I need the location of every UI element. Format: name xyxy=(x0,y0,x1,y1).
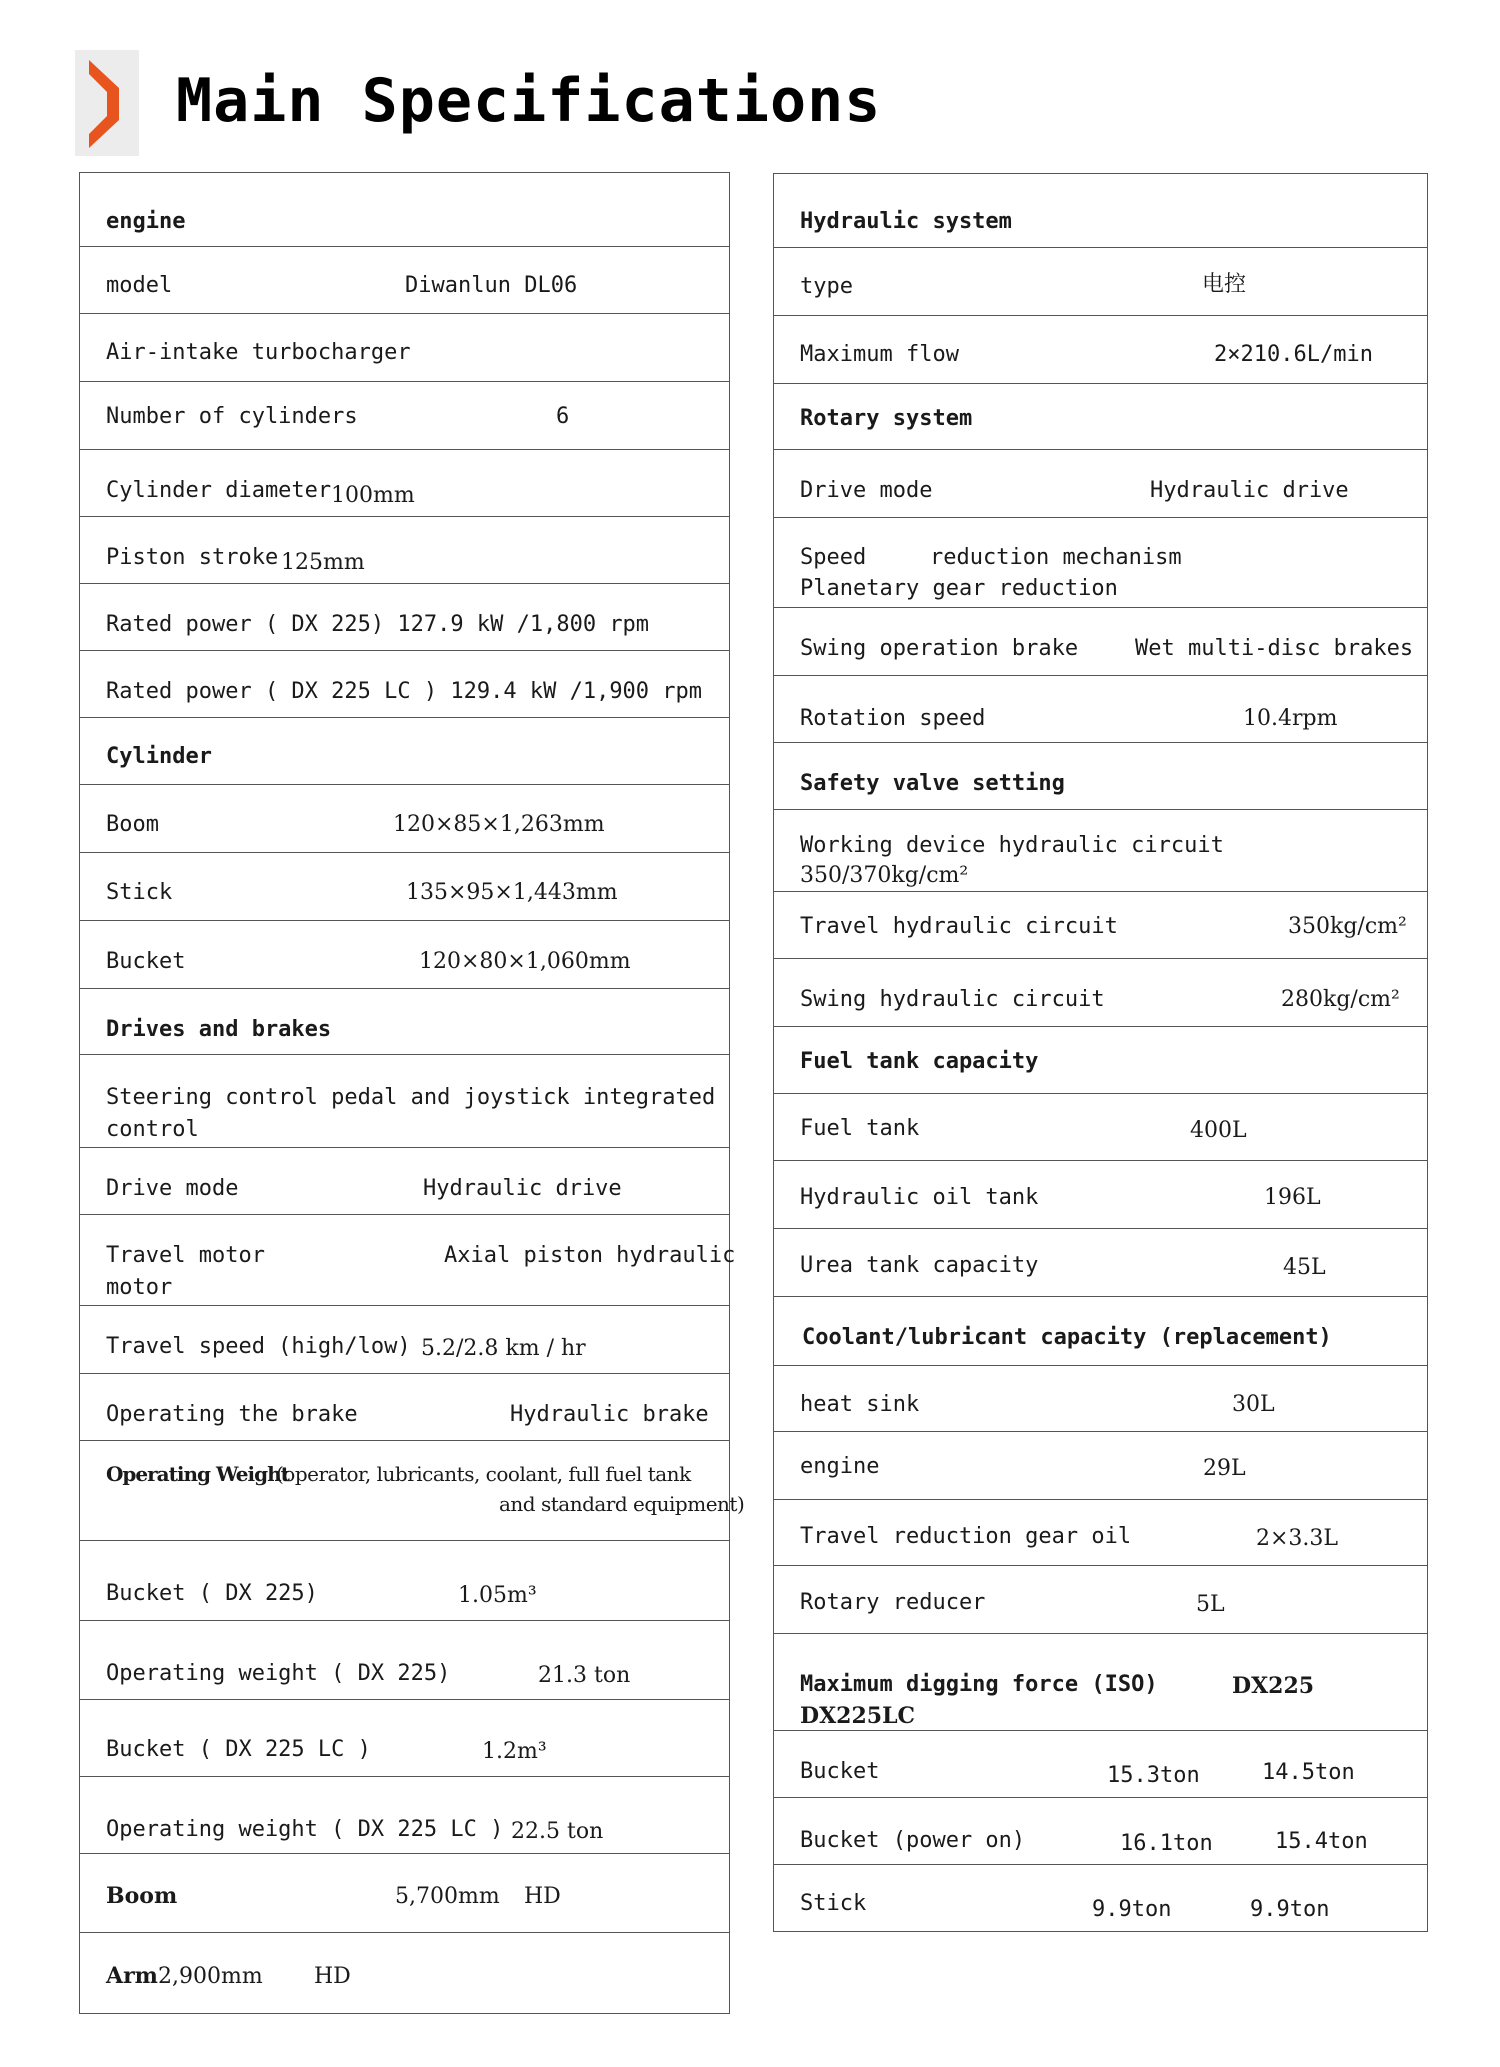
row-value-grade: HD xyxy=(524,1884,561,1909)
row-label: Stick xyxy=(800,1891,867,1916)
row-label: Rotation speed xyxy=(800,706,986,731)
table-row xyxy=(774,608,1427,676)
row-value: 15.4ton xyxy=(1275,1829,1368,1854)
row-label: Boom xyxy=(106,812,159,837)
table-row xyxy=(774,1297,1427,1366)
section-header: Arm xyxy=(106,1963,158,1989)
row-value: 1.2m³ xyxy=(482,1739,547,1764)
row-note-continued: and standard equipment) xyxy=(499,1492,745,1516)
table-row xyxy=(80,1374,729,1441)
row-value: 350/370kg/cm² xyxy=(800,863,969,888)
table-row xyxy=(774,174,1427,248)
table-row xyxy=(774,248,1427,316)
row-label-continued: Planetary gear reduction xyxy=(800,576,1118,601)
table-row xyxy=(774,1161,1427,1229)
table-row xyxy=(80,1700,729,1777)
table-row xyxy=(774,1500,1427,1566)
row-value: 5,700mm xyxy=(395,1884,500,1909)
row-label: Swing hydraulic circuit xyxy=(800,987,1105,1012)
table-row xyxy=(774,1027,1427,1094)
row-label: heat sink xyxy=(800,1392,920,1417)
row-value: 电控 xyxy=(1202,272,1247,297)
row-value: 120×80×1,060mm xyxy=(419,949,631,974)
section-header: Coolant/lubricant capacity (replacement) xyxy=(802,1325,1332,1350)
table-row xyxy=(774,892,1427,959)
section-header: Safety valve setting xyxy=(800,771,1065,796)
table-row xyxy=(774,1094,1427,1161)
row-label: Steering control pedal and joystick integrated xyxy=(106,1085,716,1110)
column-header: DX225LC xyxy=(800,1703,916,1729)
row-value: 196L xyxy=(1264,1185,1321,1210)
table-row xyxy=(774,1634,1427,1731)
row-label: Rated power ( DX 225) 127.9 kW /1,800 rpm xyxy=(106,612,650,637)
row-label: Bucket xyxy=(800,1759,880,1784)
section-header: Maximum digging force (ISO) xyxy=(800,1672,1158,1697)
row-label: Hydraulic oil tank xyxy=(800,1185,1039,1210)
row-value: 15.3ton xyxy=(1107,1763,1200,1788)
table-row xyxy=(774,1366,1427,1432)
table-row xyxy=(80,989,729,1055)
table-row xyxy=(774,1566,1427,1634)
page-title: Main Specifications xyxy=(176,66,882,136)
row-value: 14.5ton xyxy=(1262,1760,1355,1785)
row-value: Axial piston hydraulic xyxy=(444,1243,736,1268)
table-row xyxy=(774,676,1427,743)
row-value: 280kg/cm² xyxy=(1281,987,1400,1012)
row-label: Speed xyxy=(800,545,867,570)
table-row xyxy=(80,517,729,584)
table-row xyxy=(80,785,729,853)
table-row xyxy=(80,1854,729,1933)
table-row xyxy=(80,921,729,989)
table-row xyxy=(774,959,1427,1027)
table-row xyxy=(80,1621,729,1700)
row-label: Drive mode xyxy=(106,1176,239,1201)
row-value: 9.9ton xyxy=(1092,1897,1172,1922)
table-row xyxy=(774,1229,1427,1297)
row-value: 350kg/cm² xyxy=(1288,914,1407,939)
table-row xyxy=(80,382,729,450)
row-value: 22.5 ton xyxy=(511,1819,604,1844)
row-label: Bucket (power on) xyxy=(800,1828,1026,1853)
table-row xyxy=(80,173,729,247)
section-header: Cylinder xyxy=(106,744,212,769)
row-label: Travel motor xyxy=(106,1243,265,1268)
brand-logo xyxy=(75,50,139,156)
row-label: Travel hydraulic circuit xyxy=(800,914,1118,939)
table-row xyxy=(774,518,1427,608)
row-value: 45L xyxy=(1283,1255,1326,1280)
row-value: 400L xyxy=(1190,1118,1247,1143)
row-label: Operating weight ( DX 225) xyxy=(106,1661,451,1686)
row-label: Drive mode xyxy=(800,478,933,503)
row-label: Fuel tank xyxy=(800,1116,920,1141)
row-value: Hydraulic drive xyxy=(1150,478,1349,503)
row-value: 2×3.3L xyxy=(1256,1526,1339,1551)
table-row xyxy=(80,1215,736,1306)
row-value: 21.3 ton xyxy=(538,1663,631,1688)
spec-table-left xyxy=(79,172,745,2014)
row-note: (operator, lubricants, coolant, full fuel tank xyxy=(276,1462,691,1486)
table-row xyxy=(80,1777,729,1854)
row-label: Rotary reducer xyxy=(800,1590,986,1615)
row-label: Swing operation brake xyxy=(800,636,1079,661)
row-label: Travel reduction gear oil xyxy=(800,1524,1132,1549)
row-label: Maximum flow xyxy=(800,342,959,367)
row-value: 5.2/2.8 km / hr xyxy=(421,1336,586,1361)
table-row xyxy=(80,1055,729,1148)
row-label-continued: control xyxy=(106,1117,199,1142)
row-value: Hydraulic brake xyxy=(510,1402,709,1427)
row-label: Bucket ( DX 225) xyxy=(106,1581,318,1606)
table-row xyxy=(80,247,729,314)
row-value: 2,900mm xyxy=(158,1964,263,1989)
row-value: 135×95×1,443mm xyxy=(406,880,618,905)
table-row xyxy=(774,810,1427,892)
table-row xyxy=(774,1798,1427,1865)
row-value: Wet multi-disc brakes xyxy=(1135,636,1414,661)
row-label: Operating the brake xyxy=(106,1402,358,1427)
row-value: 29L xyxy=(1203,1456,1246,1481)
row-value: 100mm xyxy=(331,483,415,508)
table-row xyxy=(80,314,729,382)
row-value: 120×85×1,263mm xyxy=(393,812,605,837)
section-header: Operating Weight xyxy=(106,1462,289,1486)
row-label: engine xyxy=(800,1454,880,1479)
section-header: Drives and brakes xyxy=(106,1017,332,1042)
row-label: Air-intake turbocharger xyxy=(106,340,411,365)
row-value: 10.4rpm xyxy=(1243,706,1338,731)
row-label: Urea tank capacity xyxy=(800,1253,1039,1278)
column-header: DX225 xyxy=(1232,1673,1315,1699)
row-value: Hydraulic drive xyxy=(423,1176,622,1201)
table-row xyxy=(774,1432,1427,1500)
table-row xyxy=(80,584,729,651)
section-header: Hydraulic system xyxy=(800,209,1012,234)
table-row xyxy=(80,450,729,517)
table-row xyxy=(774,743,1427,810)
table-row xyxy=(80,853,729,921)
table-row xyxy=(774,1731,1427,1798)
row-label: Working device hydraulic circuit xyxy=(800,833,1224,858)
row-value: Diwanlun DL06 xyxy=(405,273,578,298)
row-label: Piston stroke xyxy=(106,545,279,570)
section-header: Rotary system xyxy=(800,406,973,431)
row-label: type xyxy=(800,274,853,299)
section-header: engine xyxy=(106,209,186,234)
row-label: Stick xyxy=(106,880,173,905)
row-value: 1.05m³ xyxy=(458,1583,537,1608)
row-value: 6 xyxy=(556,404,570,429)
row-label: Bucket ( DX 225 LC ) xyxy=(106,1737,371,1762)
table-row xyxy=(80,1541,729,1621)
section-header: Fuel tank capacity xyxy=(800,1049,1039,1074)
row-label: Rated power ( DX 225 LC ) 129.4 kW /1,900 rpm xyxy=(106,679,703,704)
table-row xyxy=(80,718,729,785)
row-value-grade: HD xyxy=(314,1964,351,1989)
section-header: Boom xyxy=(106,1883,178,1909)
row-value: 125mm xyxy=(281,550,365,575)
row-label: Bucket xyxy=(106,949,186,974)
table-row xyxy=(774,1865,1427,1932)
table-row xyxy=(80,1933,729,2014)
row-value: 30L xyxy=(1232,1392,1275,1417)
row-label: Operating weight ( DX 225 LC ) xyxy=(106,1817,504,1842)
row-label: model xyxy=(106,273,173,298)
table-row xyxy=(774,384,1427,450)
row-label: Cylinder diameter xyxy=(106,478,332,503)
row-label-part: reduction mechanism xyxy=(930,545,1182,570)
row-value: 2×210.6L/min xyxy=(1214,342,1373,367)
spec-table-right xyxy=(773,173,1428,1932)
row-label: Number of cylinders xyxy=(106,404,358,429)
table-row xyxy=(80,651,729,718)
table-row xyxy=(774,316,1427,384)
row-label: Travel speed (high/low) xyxy=(106,1334,411,1359)
row-value: 16.1ton xyxy=(1120,1831,1213,1856)
table-row xyxy=(80,1441,745,1541)
table-row xyxy=(80,1148,729,1215)
row-value: 5L xyxy=(1196,1592,1225,1617)
table-row xyxy=(774,450,1427,518)
row-value: 9.9ton xyxy=(1250,1897,1330,1922)
table-row xyxy=(80,1306,729,1374)
row-label-continued: motor xyxy=(106,1275,173,1300)
